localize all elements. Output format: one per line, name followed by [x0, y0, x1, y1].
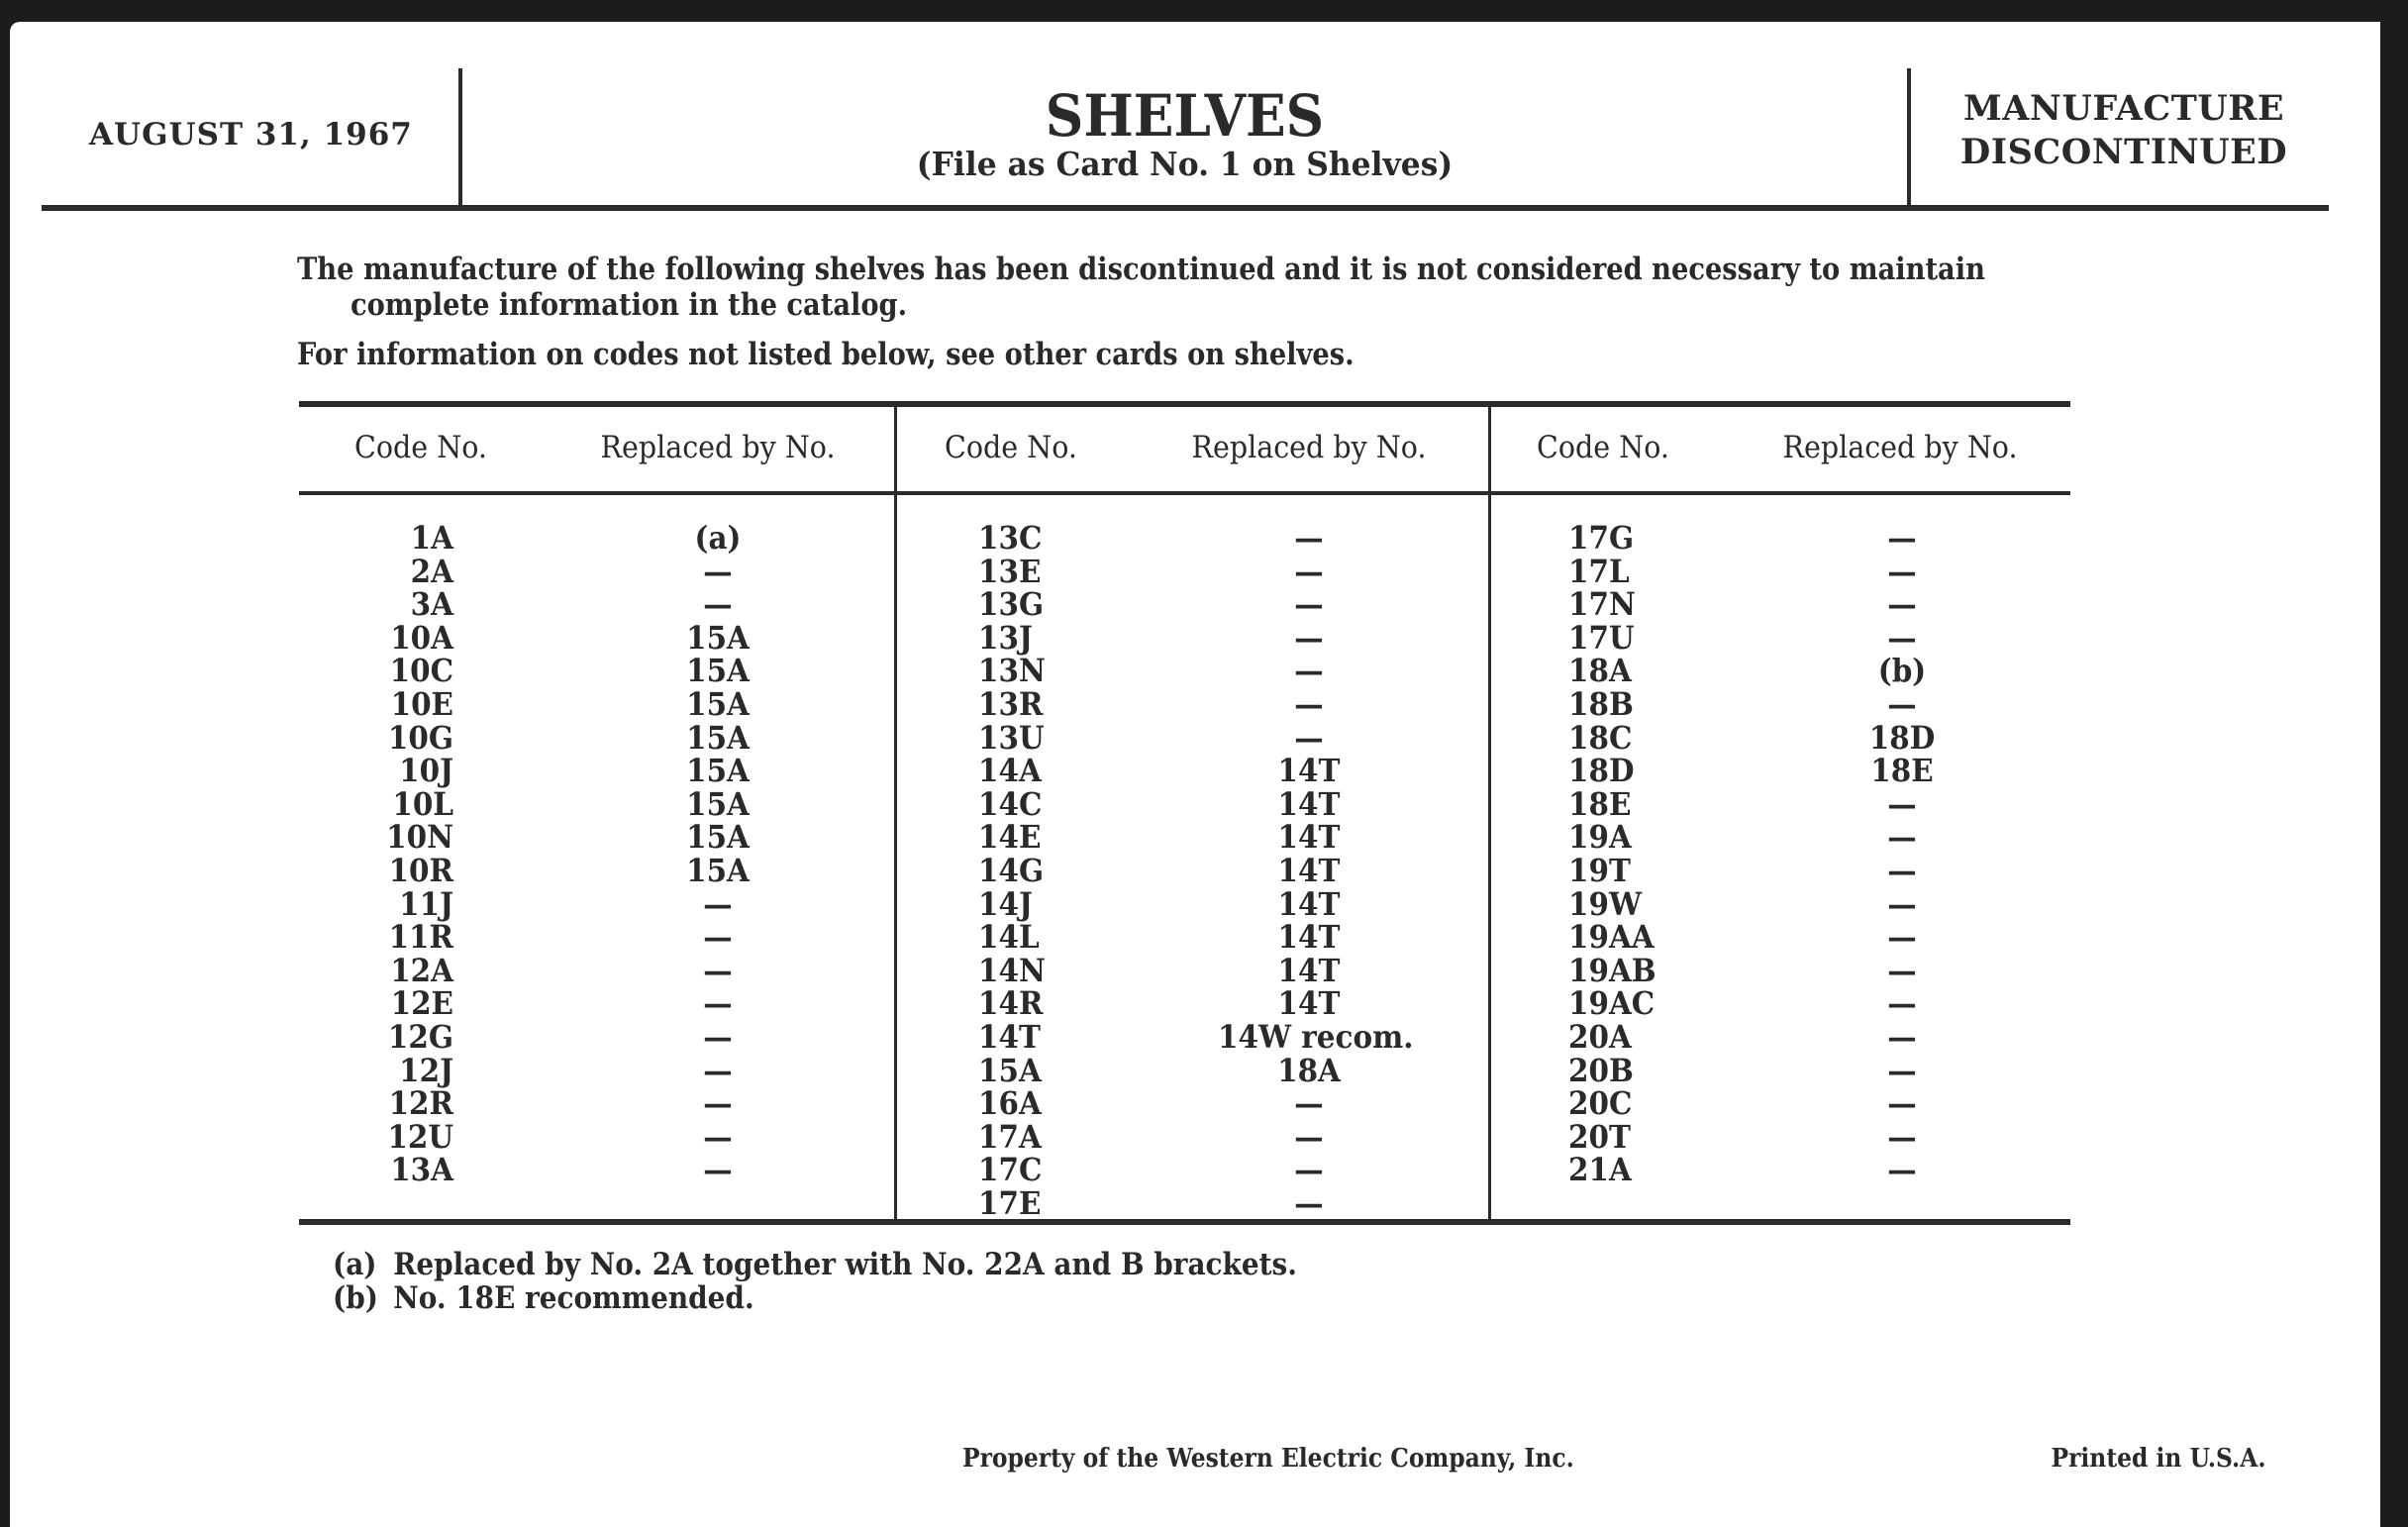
replaced-by-cell: —: [1887, 552, 1917, 590]
replaced-by-cell: —: [703, 1151, 733, 1189]
code-cell: 13A: [390, 1151, 453, 1189]
replaced-by-cell: —: [1887, 1017, 1917, 1056]
replaced-by-cell: —: [703, 1051, 733, 1089]
replaced-by-cell: 18E: [1870, 752, 1934, 790]
code-cell: 17U: [1568, 618, 1635, 657]
replaced-by-cell: —: [1887, 851, 1917, 889]
code-cell: 20C: [1568, 1084, 1633, 1123]
code-cell: 19AA: [1568, 918, 1655, 957]
table-header-rule: [299, 491, 2070, 495]
table-row: [10, 684, 2089, 723]
code-cell: 13J: [978, 618, 1033, 657]
replaced-by-cell: —: [1294, 718, 1324, 757]
replaced-by-cell: (b): [1877, 652, 1927, 690]
code-cell: 19AB: [1568, 951, 1656, 989]
replaced-by-cell: 14T: [1277, 984, 1341, 1023]
table-row: [10, 552, 2089, 590]
replaced-by-cell: —: [703, 1117, 733, 1156]
replaced-by-cell: —: [703, 1017, 733, 1056]
code-cell: 14T: [978, 1017, 1041, 1056]
replaced-by-cell: —: [1294, 1183, 1324, 1222]
code-cell: 10N: [386, 818, 453, 857]
code-cell: 13E: [978, 552, 1042, 590]
replaced-by-cell: —: [1887, 585, 1917, 624]
code-cell: 14N: [978, 951, 1046, 989]
replaced-by-cell: —: [1294, 552, 1324, 590]
code-cell: 18B: [1568, 684, 1634, 723]
code-cell: 10L: [392, 784, 453, 823]
status-line-1: MANUFACTURE: [1962, 88, 2285, 129]
issue-date: AUGUST 31, 1967: [89, 117, 413, 153]
replaced-by-cell: —: [1294, 1084, 1324, 1123]
replaced-by-cell: (a): [694, 519, 742, 557]
code-cell: 10C: [389, 652, 453, 690]
replaced-by-cell: —: [703, 1084, 733, 1123]
footnote-a-text: Replaced by No. 2A together with No. 22A and B brackets.: [393, 1247, 1297, 1282]
replaced-by-cell: 15A: [686, 784, 750, 823]
table-row: [10, 918, 2089, 957]
catalog-card: [10, 22, 2380, 1527]
code-cell: 17A: [978, 1117, 1042, 1156]
replaced-by-cell: 18A: [1277, 1051, 1341, 1089]
replaced-by-cell: —: [1887, 784, 1917, 823]
replaced-by-cell: 15A: [686, 818, 750, 857]
code-cell: 19AC: [1568, 984, 1656, 1023]
code-cell: 13N: [978, 652, 1046, 690]
code-cell: 14C: [978, 784, 1043, 823]
code-cell: 19T: [1568, 851, 1631, 889]
code-cell: 18E: [1568, 784, 1632, 823]
code-cell: 17N: [1568, 585, 1636, 624]
replaced-by-cell: —: [703, 585, 733, 624]
replaced-by-cell: 15A: [686, 652, 750, 690]
code-cell: 20A: [1568, 1017, 1632, 1056]
replaced-by-cell: —: [1887, 1084, 1917, 1123]
code-cell: 17G: [1568, 519, 1635, 557]
footnote-b: [333, 1281, 754, 1315]
code-cell: 13R: [978, 684, 1044, 723]
replaced-by-cell: 14T: [1277, 918, 1341, 957]
page-subtitle: (File as Card No. 1 on Shelves): [916, 145, 1454, 183]
code-cell: 14L: [978, 918, 1040, 957]
replaced-by-cell: 15A: [686, 684, 750, 723]
footnote-b-text: No. 18E recommended.: [393, 1280, 754, 1316]
replaced-by-cell: 14T: [1277, 752, 1341, 790]
code-cell: 20B: [1568, 1051, 1634, 1089]
printed-notice: Printed in U.S.A.: [2051, 1444, 2266, 1474]
replaced-by-cell: —: [1887, 1151, 1917, 1189]
replaced-by-cell: —: [1887, 684, 1917, 723]
code-cell: 18D: [1568, 752, 1635, 790]
table-row: [10, 1151, 2089, 1189]
replaced-by-cell: 15A: [686, 618, 750, 657]
replaced-by-cell: 15A: [686, 851, 750, 889]
intro-line-2: complete information in the catalog.: [351, 287, 908, 323]
code-cell: 12U: [387, 1117, 453, 1156]
intro-line-3: For information on codes not listed below, see other cards on shelves.: [297, 337, 1354, 372]
table-row: [10, 951, 2089, 989]
column-header-replaced-1: Replaced by No.: [600, 430, 836, 465]
table-row: [10, 1051, 2089, 1089]
code-cell: 13G: [978, 585, 1045, 624]
replaced-by-cell: —: [1887, 918, 1917, 957]
code-cell: 10J: [399, 752, 453, 790]
replaced-by-cell: 14W recom.: [1218, 1017, 1414, 1056]
code-cell: 2A: [410, 552, 453, 590]
column-header-code-2: Code No.: [945, 430, 1077, 465]
replaced-by-cell: 14T: [1277, 818, 1341, 857]
replaced-by-cell: —: [703, 918, 733, 957]
code-cell: 11R: [388, 918, 453, 957]
code-cell: 13U: [978, 718, 1045, 757]
table-panel-3: [10, 519, 2089, 1189]
table-top-rule: [299, 401, 2070, 407]
table-row: [10, 519, 2089, 557]
table-row: [10, 818, 2089, 857]
code-cell: 16A: [978, 1084, 1042, 1123]
replaced-by-cell: 14T: [1277, 951, 1341, 989]
page-title: SHELVES: [1045, 82, 1325, 150]
table-row: [10, 1017, 2089, 1056]
table-row: [10, 1084, 2089, 1123]
table-row: [10, 884, 2089, 923]
replaced-by-cell: —: [1887, 618, 1917, 657]
code-cell: 1A: [410, 519, 453, 557]
code-cell: 10G: [387, 718, 453, 757]
table-row: [10, 851, 2089, 889]
replaced-by-cell: —: [703, 951, 733, 989]
replaced-by-cell: 15A: [686, 718, 750, 757]
table-row: [10, 1183, 2089, 1222]
status-line-2: DISCONTINUED: [1959, 132, 2288, 172]
table-row: [10, 652, 2089, 690]
code-cell: 18C: [1568, 718, 1633, 757]
code-cell: 17C: [978, 1151, 1043, 1189]
replaced-by-cell: 14T: [1277, 851, 1341, 889]
replaced-by-cell: —: [1294, 618, 1324, 657]
code-cell: 15A: [978, 1051, 1042, 1089]
footnote-a: [333, 1248, 1297, 1281]
column-header-replaced-2: Replaced by No.: [1191, 430, 1427, 465]
code-cell: 18A: [1568, 652, 1632, 690]
replaced-by-cell: —: [1294, 652, 1324, 690]
table-row: [10, 585, 2089, 624]
replaced-by-cell: —: [703, 552, 733, 590]
replaced-by-cell: 14T: [1277, 784, 1341, 823]
code-cell: 12G: [387, 1017, 453, 1056]
property-notice: Property of the Western Electric Company, Inc.: [962, 1444, 1574, 1474]
code-cell: 14A: [978, 752, 1042, 790]
table-row: [10, 718, 2089, 757]
replaced-by-cell: —: [1887, 818, 1917, 857]
replaced-by-cell: —: [1887, 884, 1917, 923]
replaced-by-cell: —: [1294, 1151, 1324, 1189]
table-row: [10, 752, 2089, 790]
code-cell: 10R: [388, 851, 453, 889]
replaced-by-cell: 15A: [686, 752, 750, 790]
code-cell: 12R: [388, 1084, 453, 1123]
code-cell: 14J: [978, 884, 1033, 923]
replaced-by-cell: —: [703, 884, 733, 923]
replaced-by-cell: —: [1887, 1117, 1917, 1156]
replaced-by-cell: —: [1887, 1051, 1917, 1089]
code-cell: 14G: [978, 851, 1045, 889]
code-cell: 14E: [978, 818, 1042, 857]
column-header-code-1: Code No.: [354, 430, 487, 465]
code-cell: 10A: [390, 618, 453, 657]
code-cell: 17L: [1568, 552, 1630, 590]
table-row: [10, 1117, 2089, 1156]
table-row: [10, 984, 2089, 1023]
replaced-by-cell: —: [703, 984, 733, 1023]
column-header-code-3: Code No.: [1537, 430, 1669, 465]
code-cell: 11J: [399, 884, 453, 923]
code-cell: 14R: [978, 984, 1044, 1023]
replaced-by-cell: —: [1887, 519, 1917, 557]
replaced-by-cell: —: [1294, 684, 1324, 723]
intro-line-1: The manufacture of the following shelves has been discontinued and it is not considered necessary to maintain: [297, 252, 1985, 287]
code-cell: 12J: [399, 1051, 453, 1089]
code-cell: 20T: [1568, 1117, 1631, 1156]
replaced-by-cell: —: [1294, 519, 1324, 557]
table-row: [10, 784, 2089, 823]
replaced-by-cell: —: [1294, 585, 1324, 624]
code-cell: 13C: [978, 519, 1043, 557]
code-cell: 3A: [410, 585, 453, 624]
code-cell: 10E: [390, 684, 453, 723]
footnote-b-tag: (b): [333, 1280, 378, 1316]
code-cell: 12A: [390, 951, 453, 989]
header-divider-left: [458, 68, 462, 206]
replaced-by-cell: —: [1887, 951, 1917, 989]
code-cell: 12E: [390, 984, 453, 1023]
column-header-replaced-3: Replaced by No.: [1782, 430, 2018, 465]
replaced-by-cell: 18D: [1868, 718, 1936, 757]
replaced-by-cell: —: [1294, 1117, 1324, 1156]
replaced-by-cell: 14T: [1277, 884, 1341, 923]
replaced-by-cell: —: [1887, 984, 1917, 1023]
code-cell: 21A: [1568, 1151, 1632, 1189]
status-label: [1911, 87, 2337, 174]
code-cell: 19A: [1568, 818, 1632, 857]
header-rule: [42, 205, 2329, 211]
table-row: [10, 618, 2089, 657]
code-cell: 17E: [978, 1183, 1042, 1222]
code-cell: 19W: [1568, 884, 1643, 923]
footnote-a-tag: (a): [333, 1247, 377, 1282]
